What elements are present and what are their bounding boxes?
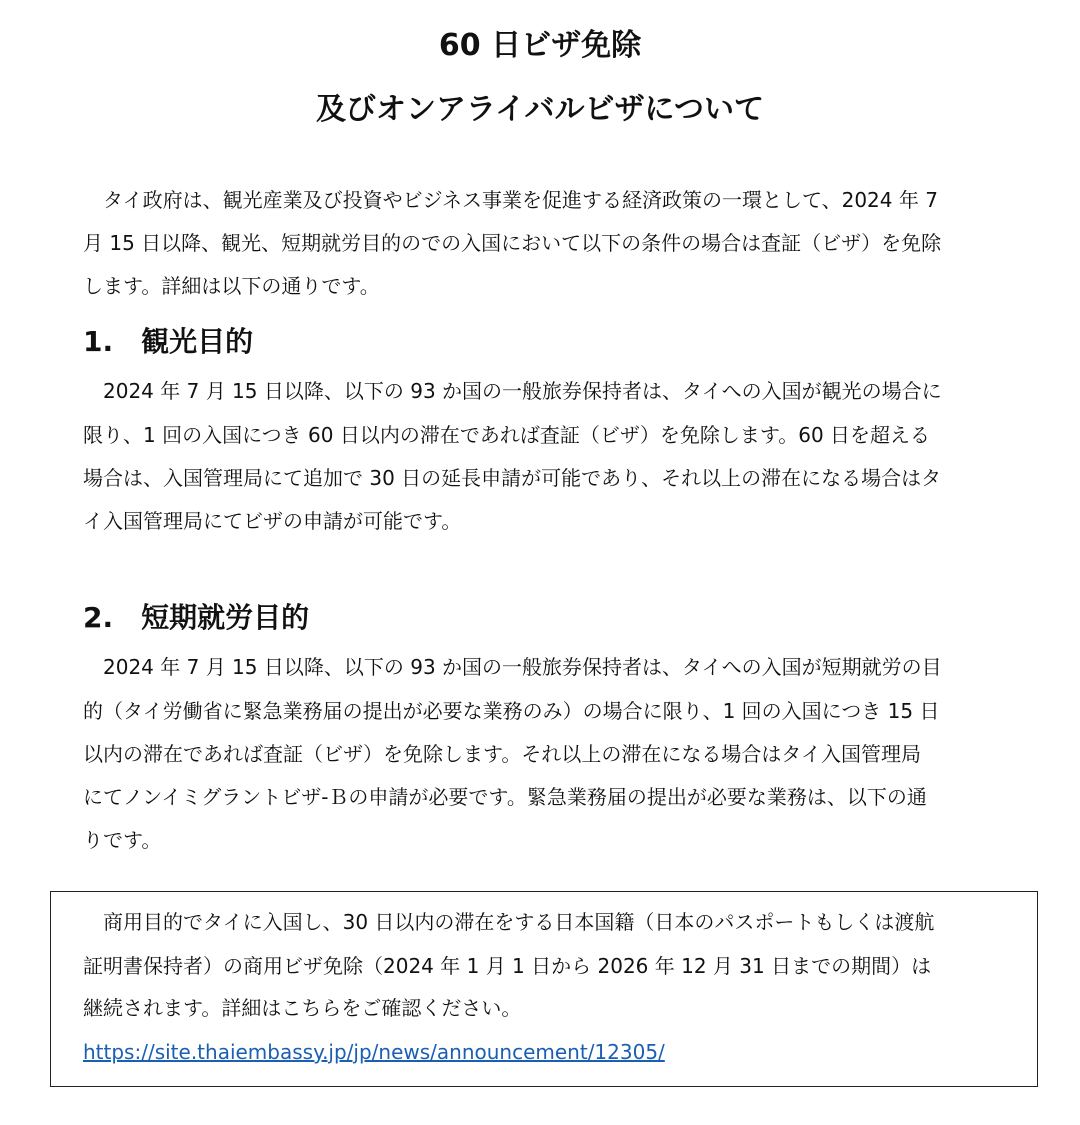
paragraph-line: 2024 年 7 月 15 日以降、以下の 93 か国の一般旅券保持者は、タイへの入国が観光の場合に [83, 379, 942, 403]
page-title-line-2: 及びオンアライバルビザについて [316, 92, 764, 127]
paragraph-line: 以内の滞在であれば査証（ビザ）を免除します。それ以上の滞在になる場合はタイ入国管理局 [83, 742, 921, 766]
intro-line: タイ政府は、観光産業及び投資やビジネス事業を促進する経済政策の一環として、2024 年 7 [83, 188, 938, 212]
intro-line: 月 15 日以降、観光、短期就労目的のでの入国において以下の条件の場合は査証（ビザ）を免除 [83, 231, 942, 255]
page-title-line-1: 60 日ビザ免除 [438, 28, 642, 63]
paragraph-line: にてノンイミグラントビザ-Ｂの申請が必要です。緊急業務届の提出が必要な業務は、以下の通 [83, 785, 927, 809]
notice-line: 商用目的でタイに入国し、30 日以内の滞在をする日本国籍（日本のパスポートもしくは渡航 [83, 910, 935, 934]
section-heading-tourism: 1. 観光目的 [83, 325, 254, 358]
section-heading-short-term-work: 2. 短期就労目的 [83, 601, 310, 634]
paragraph-line: 場合は、入国管理局にて追加で 30 日の延長申請が可能であり、それ以上の滞在になる場合はタ [83, 466, 942, 490]
paragraph-line: 的（タイ労働省に緊急業務届の提出が必要な業務のみ）の場合に限り、1 回の入国につき 15 日 [83, 699, 940, 723]
announcement-link[interactable]: https://site.thaiembassy.jp/jp/news/announcement/12305/ [83, 1040, 665, 1064]
intro-line: します。詳細は以下の通りです。 [83, 274, 380, 298]
paragraph-line: 2024 年 7 月 15 日以降、以下の 93 か国の一般旅券保持者は、タイへの入国が短期就労の目 [83, 655, 942, 679]
paragraph-line: イ入国管理局にてビザの申請が可能です。 [83, 509, 462, 533]
notice-line: 証明書保持者）の商用ビザ免除（2024 年 1 月 1 日から 2026 年 12 月 31 日までの期間）は [83, 954, 932, 978]
paragraph-line: りです。 [83, 828, 162, 852]
notice-line: 継続されます。詳細はこちらをご確認ください。 [83, 996, 522, 1020]
paragraph-line: 限り、1 回の入国につき 60 日以内の滞在であれば査証（ビザ）を免除します。60 日を超える [83, 423, 931, 447]
